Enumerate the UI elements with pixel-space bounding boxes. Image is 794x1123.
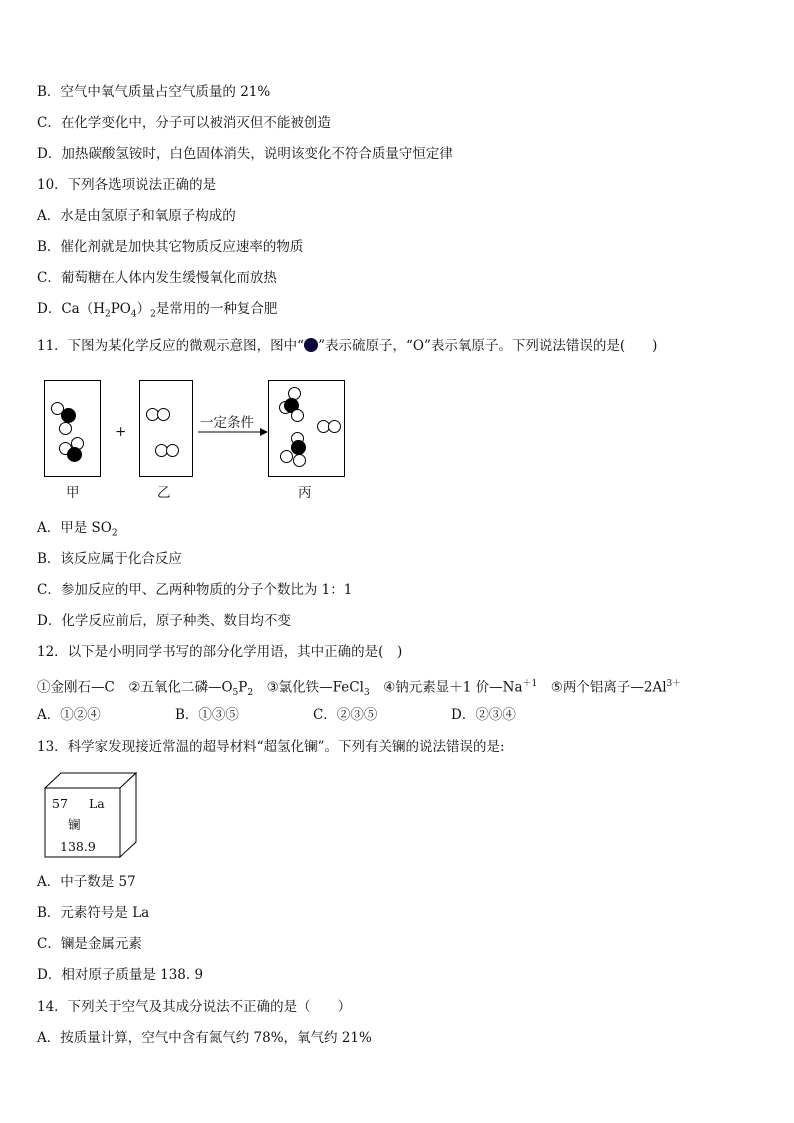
q11-option-c: C．参加反应的甲、乙两种物质的分子个数比为 1：1 xyxy=(37,582,353,598)
q11-option-b: B．该反应属于化合反应 xyxy=(37,551,182,567)
q10-stem: 10．下列各选项说法正确的是 xyxy=(37,177,217,193)
oxygen-atom-icon xyxy=(59,422,72,435)
q13-stem: 13．科学家发现接近常温的超导材料“超氢化镧”。下列有关镧的说法错误的是: xyxy=(37,739,505,755)
plus-sign: + xyxy=(115,424,127,440)
q13-option-a: A．中子数是 57 xyxy=(37,874,136,890)
q11-option-a: A．甲是 $SO_2$ xyxy=(37,520,118,539)
q11-option-d: D．化学反应前后，原子种类、数目均不变 xyxy=(37,613,291,629)
element-name: 镧 xyxy=(68,817,81,832)
q10-option-b: B．催化剂就是加快其它物质反应速率的物质 xyxy=(37,239,304,255)
q14-stem: 14．下列关于空气及其成分说法不正确的是（ ） xyxy=(37,999,352,1015)
oxygen-atom-icon xyxy=(328,420,341,433)
q12-items: ①金刚石—C ②五氧化二磷$—O_5P_2$ ③氯化铁—FeCl$_3$ ④钠元素显＋1 价$—Na^{+1}$ ⑤两个铝离子$—2Al^{3+}$ xyxy=(37,679,682,699)
element-symbol: La xyxy=(89,796,105,811)
q10-option-d: D．$Ca(H_2PO_4)_2$是常用的一种复合肥 xyxy=(37,301,278,320)
reaction-arrow-icon xyxy=(198,427,268,437)
q14-option-a: A．按质量计算，空气中含有氮气约 78%，氧气约 21% xyxy=(37,1030,372,1046)
q13-option-b: B．元素符号是 La xyxy=(37,905,150,921)
box-jia xyxy=(44,380,101,477)
q12-option-a: A．①②④ xyxy=(37,707,101,723)
oxygen-atom-icon xyxy=(280,450,293,463)
label-jia: 甲 xyxy=(66,485,80,501)
sulfur-atom-icon xyxy=(304,338,318,352)
q12-option-d: D．②③④ xyxy=(451,707,516,723)
box-yi xyxy=(139,380,193,477)
q11-stem: 11．下图为某化学反应的微观示意图，图中“ ”表示硫原子，“O”表示氧原子。下列说法错误的是( ) xyxy=(37,338,658,354)
atomic-number: 57 xyxy=(52,796,68,811)
q13-option-c: C．镧是金属元素 xyxy=(37,936,142,952)
q12-stem: 12．以下是小明同学书写的部分化学用语，其中正确的是( ) xyxy=(37,644,403,660)
q12-option-c: C．②③⑤ xyxy=(313,707,378,723)
q10-option-a: A．水是由氢原子和氧原子构成的 xyxy=(37,208,236,224)
sulfur-atom-icon xyxy=(291,440,306,455)
arrow-condition-label: 一定条件 xyxy=(200,415,254,431)
oxygen-atom-icon xyxy=(291,409,304,422)
q9-option-c: C．在化学变化中，分子可以被消灭但不能被创造 xyxy=(37,115,331,131)
sulfur-atom-icon xyxy=(61,408,76,423)
q9-option-b: B．空气中氧气质量占空气质量的 21% xyxy=(37,84,271,100)
q12-option-b: B．①③⑤ xyxy=(175,707,239,723)
oxygen-atom-icon xyxy=(293,454,306,467)
sulfur-atom-icon xyxy=(67,447,82,462)
oxygen-atom-icon xyxy=(157,408,170,421)
label-bing: 丙 xyxy=(298,485,312,501)
q13-option-d: D．相对原子质量是 138. 9 xyxy=(37,967,204,983)
label-yi: 乙 xyxy=(157,485,171,501)
oxygen-atom-icon xyxy=(166,444,179,457)
q9-option-d: D．加热碳酸氢铵时，白色固体消失，说明该变化不符合质量守恒定律 xyxy=(37,146,453,162)
atomic-mass: 138.9 xyxy=(60,839,96,854)
q10-option-c: C．葡萄糖在人体内发生缓慢氧化而放热 xyxy=(37,270,277,286)
box-bing xyxy=(268,380,345,477)
